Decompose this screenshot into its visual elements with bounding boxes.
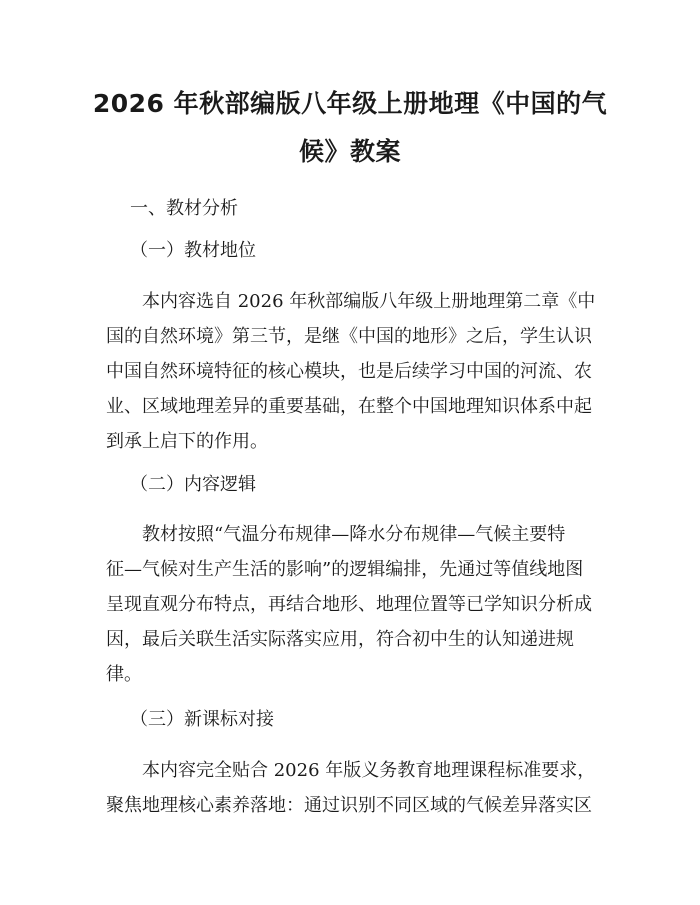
paragraph-line: 中国自然环境特征的核心模块，也是后续学习中国的河流、农 <box>106 361 592 382</box>
paragraph-content-logic <box>106 517 606 692</box>
paragraph-line: 呈现直观分布特点，再结合地形、地理位置等已学知识分析成 <box>106 594 592 615</box>
paragraph-line: 本内容选自 2026 年秋部编版八年级上册地理第二章《中 <box>142 291 596 312</box>
paragraph-line: 国的自然环境》第三节，是继《中国的地形》之后，学生认识 <box>106 326 592 347</box>
subsection-heading-content-logic: （二）内容逻辑 <box>130 474 256 495</box>
paragraph-line: 业、区域地理差异的重要基础，在整个中国地理知识体系中起 <box>106 396 592 417</box>
subsection-heading-material-position: （一）教材地位 <box>130 240 256 261</box>
paragraph-new-curriculum-alignment <box>106 753 606 823</box>
subsection-heading-new-curriculum-alignment: （三）新课标对接 <box>130 709 274 730</box>
paragraph-line: 到承上启下的作用。 <box>106 431 268 452</box>
section-heading-teaching-material-analysis: 一、教材分析 <box>130 198 238 219</box>
paragraph-line: 聚焦地理核心素养落地：通过识别不同区域的气候差异落实区 <box>106 795 592 816</box>
paragraph-line: 律。 <box>106 664 142 685</box>
paragraph-line: 教材按照“气温分布规律—降水分布规律—气候主要特 <box>142 524 566 545</box>
paragraph-material-position <box>106 284 606 459</box>
paragraph-line: 本内容完全贴合 2026 年版义务教育地理课程标准要求， <box>142 760 596 781</box>
paragraph-line: 因，最后关联生活实际落实应用，符合初中生的认知递进规 <box>106 629 574 650</box>
document-title-line-2: 候》教案 <box>298 137 401 166</box>
paragraph-line: 征—气候对生产生活的影响”的逻辑编排，先通过等值线地图 <box>106 559 584 580</box>
document-title-line-1: 2026 年秋部编版八年级上册地理《中国的气 <box>92 89 608 118</box>
